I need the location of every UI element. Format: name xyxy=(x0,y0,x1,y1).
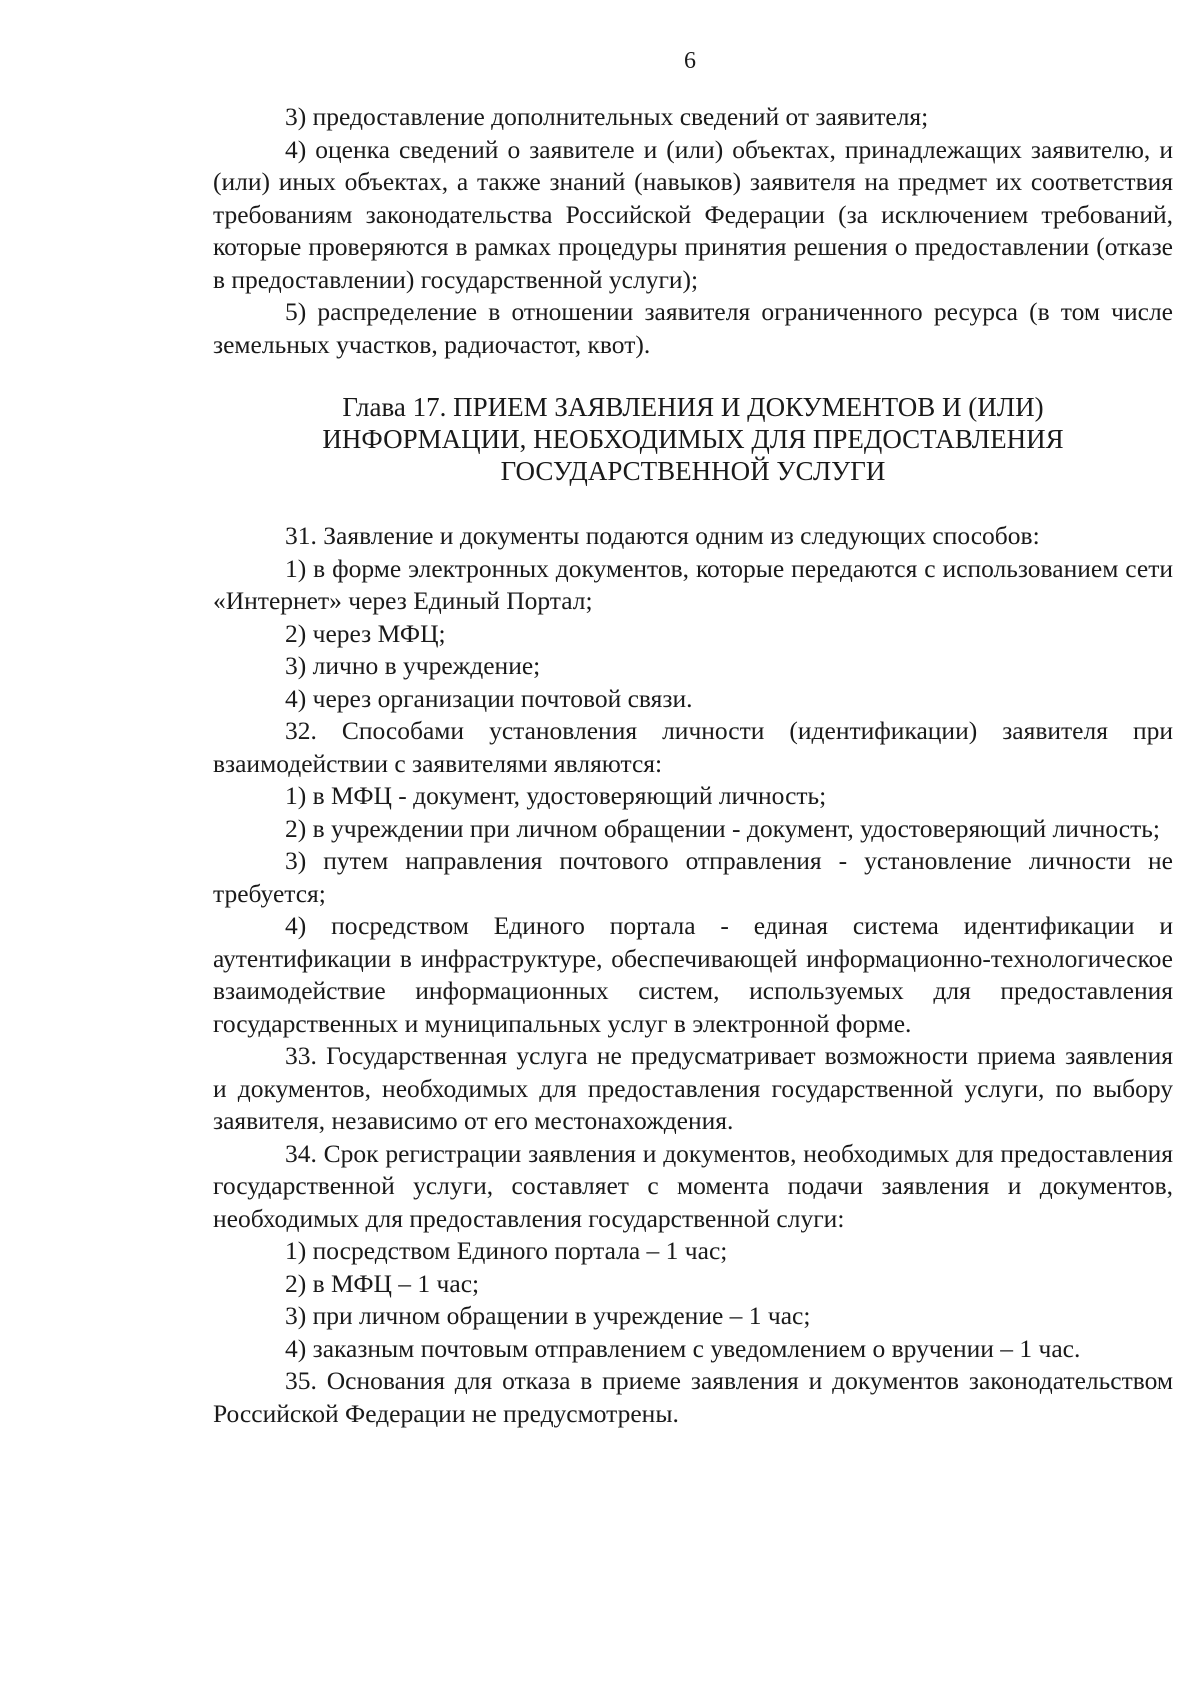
paragraph-34-item-2: 2) в МФЦ – 1 час; xyxy=(285,1268,480,1298)
paragraph-32-item-1: 1) в МФЦ - документ, удостоверяющий личность; xyxy=(285,781,827,810)
chapter-heading-line-2: ИНФОРМАЦИИ, НЕОБХОДИМЫХ ДЛЯ ПРЕДОСТАВЛЕНИЯ xyxy=(322,424,1064,454)
paragraph-item-3: 3) предоставление дополнительных сведений от заявителя; xyxy=(285,102,929,131)
document-body xyxy=(213,101,1173,1430)
paragraph-31-item-3: 3) лично в учреждение; xyxy=(285,651,541,680)
paragraph-32-item-3: 3) путем направления почтового отправления - установление личности не требуется; xyxy=(213,846,1173,908)
paragraph-34-item-3: 3) при личном обращении в учреждение – 1 час; xyxy=(285,1301,811,1330)
paragraph-31: 31. Заявление и документы подаются одним из следующих способов: xyxy=(285,521,1040,550)
chapter-heading-line-3: ГОСУДАРСТВЕННОЙ УСЛУГИ xyxy=(500,456,886,486)
paragraph-35: 35. Основания для отказа в приеме заявления и документов законодательством Российской Федерации не предусмотрены. xyxy=(213,1366,1173,1428)
chapter-heading-line-1: Глава 17. ПРИЕМ ЗАЯВЛЕНИЯ И ДОКУМЕНТОВ И (ИЛИ) xyxy=(342,392,1044,422)
paragraph-34: 34. Срок регистрации заявления и документов, необходимых для предоставления государственной услуги, составляет с момента подачи заявления и документов, необходимых для предоставления государственной слуги: xyxy=(213,1138,1173,1233)
paragraph-33: 33. Государственная услуга не предусматривает возможности приема заявления и документов, необходимых для предоставления государственной услуги, по выбору заявителя, независимо от его местонахождения. xyxy=(213,1041,1173,1135)
paragraph-32-item-4: 4) посредством Единого портала - единая система идентификации и аутентификации в инфраструктуре, обеспечивающей информационно-технологическое взаимодействие информационных систем, используемых для предоставления государственных и муниципальных услуг в электронной форме. xyxy=(213,911,1173,1038)
paragraph-item-5: 5) распределение в отношении заявителя ограниченного ресурса (в том числе земельных участков, радиочастот, квот). xyxy=(213,297,1173,359)
paragraph-31-item-4: 4) через организации почтовой связи. xyxy=(285,683,693,713)
paragraph-34-item-1: 1) посредством Единого портала – 1 час; xyxy=(285,1236,728,1265)
paragraph-item-4: 4) оценка сведений о заявителе и (или) объектах, принадлежащих заявителю, и (или) иных объектах, а также знаний (навыков) заявителя на предмет их соответствия требованиям законодательства Российской Федерации (за исключением требований, которые проверяются в рамках процедуры принятия решения о предоставлении (отказе в предоставлении) государственной услуги); xyxy=(213,134,1173,294)
paragraph-32-item-2: 2) в учреждении при личном обращении - документ, удостоверяющий личность; xyxy=(285,813,1160,843)
page-number: 6 xyxy=(684,48,696,74)
paragraph-34-item-4: 4) заказным почтовым отправлением с уведомлением о вручении – 1 час. xyxy=(285,1333,1081,1363)
paragraph-32: 32. Способами установления личности (идентификации) заявителя при взаимодействии с заявителями являются: xyxy=(213,716,1173,778)
paragraph-31-item-2: 2) через МФЦ; xyxy=(285,618,446,648)
paragraph-31-item-1: 1) в форме электронных документов, которые передаются с использованием сети «Интернет» через Единый Портал; xyxy=(213,553,1173,615)
chapter-heading xyxy=(213,391,1173,487)
